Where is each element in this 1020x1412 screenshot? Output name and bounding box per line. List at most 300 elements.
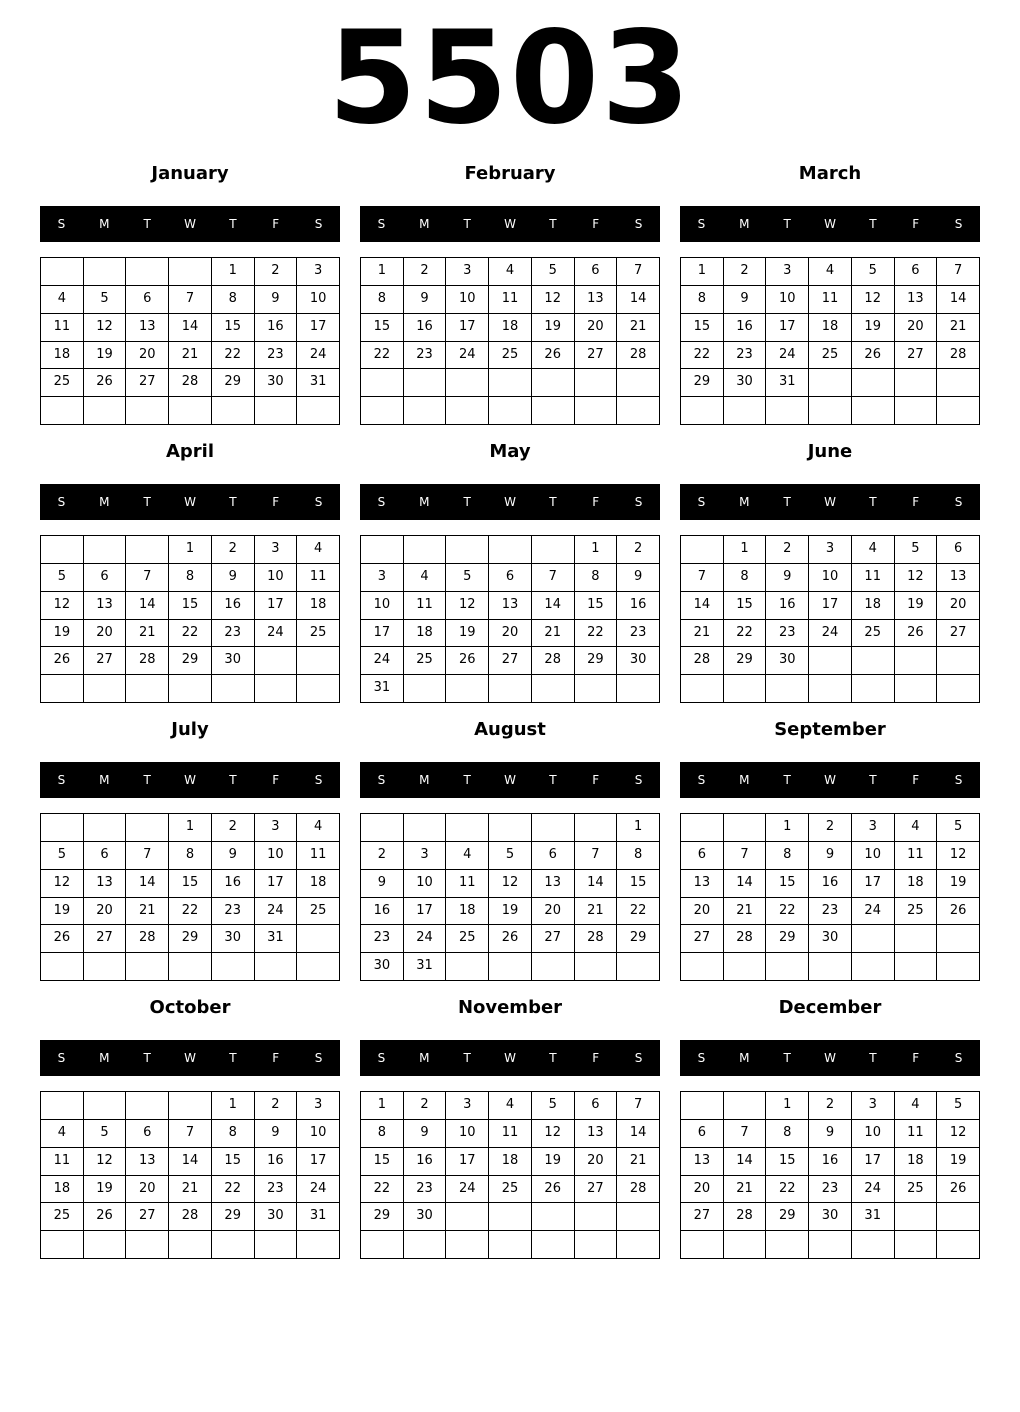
- day-cell: 20: [126, 342, 169, 370]
- weekday-label: W: [824, 217, 836, 231]
- month-name: February: [464, 163, 556, 184]
- empty-day-cell: [852, 1231, 895, 1259]
- empty-day-cell: [169, 953, 212, 981]
- day-cell: 28: [724, 1203, 767, 1231]
- day-cell: 11: [895, 842, 938, 870]
- day-cell: 26: [41, 647, 84, 675]
- weekday-label: F: [272, 495, 280, 509]
- day-cell: 13: [126, 314, 169, 342]
- day-cell: 17: [297, 1148, 340, 1176]
- empty-day-cell: [404, 369, 447, 397]
- day-cell: 6: [575, 1092, 618, 1120]
- empty-day-cell: [617, 369, 660, 397]
- weekday-header: [360, 206, 660, 242]
- day-cell: 13: [681, 1148, 724, 1176]
- day-cell: 19: [852, 314, 895, 342]
- empty-day-cell: [446, 1231, 489, 1259]
- day-cell: 27: [126, 369, 169, 397]
- day-cell: 1: [169, 536, 212, 564]
- day-cell: 18: [489, 314, 532, 342]
- day-cell: 30: [809, 1203, 852, 1231]
- day-cell: 15: [766, 870, 809, 898]
- weekday-label: W: [184, 495, 196, 509]
- weekday-label: W: [504, 773, 516, 787]
- weekday-label: S: [314, 495, 323, 509]
- empty-day-cell: [404, 675, 447, 703]
- day-cell: 7: [126, 842, 169, 870]
- empty-day-cell: [297, 675, 340, 703]
- day-cell: 14: [724, 1148, 767, 1176]
- empty-day-cell: [937, 953, 980, 981]
- day-cell: 3: [446, 258, 489, 286]
- day-cell: 28: [532, 647, 575, 675]
- empty-day-cell: [895, 953, 938, 981]
- day-cell: 4: [809, 258, 852, 286]
- day-cell: 18: [809, 314, 852, 342]
- empty-day-cell: [41, 675, 84, 703]
- weekday-label: M: [739, 495, 750, 509]
- day-cell: 15: [575, 592, 618, 620]
- empty-day-cell: [532, 1231, 575, 1259]
- day-cell: 15: [681, 314, 724, 342]
- empty-day-cell: [446, 1203, 489, 1231]
- day-cell: 9: [212, 564, 255, 592]
- day-cell: 23: [809, 1176, 852, 1204]
- day-cell: 3: [297, 258, 340, 286]
- day-cell: 27: [575, 342, 618, 370]
- empty-day-cell: [446, 369, 489, 397]
- empty-day-cell: [84, 258, 127, 286]
- day-cell: 6: [489, 564, 532, 592]
- day-cell: 21: [575, 898, 618, 926]
- day-cell: 1: [575, 536, 618, 564]
- day-cell: 2: [724, 258, 767, 286]
- day-cell: 23: [255, 1176, 298, 1204]
- day-cell: 25: [489, 342, 532, 370]
- day-cell: 9: [809, 842, 852, 870]
- empty-day-cell: [404, 1231, 447, 1259]
- day-cell: 30: [617, 647, 660, 675]
- empty-day-cell: [169, 675, 212, 703]
- day-cell: 10: [852, 1120, 895, 1148]
- weekday-label: T: [229, 217, 237, 231]
- day-cell: 30: [724, 369, 767, 397]
- day-cell: 26: [937, 1176, 980, 1204]
- weekday-label: F: [592, 773, 600, 787]
- day-cell: 19: [895, 592, 938, 620]
- day-cell: 16: [404, 1148, 447, 1176]
- day-cell: 13: [895, 286, 938, 314]
- weekday-label: M: [739, 1051, 750, 1065]
- empty-day-cell: [255, 953, 298, 981]
- day-cell: 29: [681, 369, 724, 397]
- weekday-label: T: [783, 495, 791, 509]
- weekday-label: S: [954, 1051, 963, 1065]
- day-cell: 12: [937, 842, 980, 870]
- day-cell: 21: [681, 620, 724, 648]
- empty-day-cell: [404, 397, 447, 425]
- day-cell: 7: [617, 1092, 660, 1120]
- day-cell: 13: [84, 870, 127, 898]
- month-name: August: [474, 719, 546, 740]
- weekday-label: T: [143, 1051, 151, 1065]
- empty-day-cell: [404, 536, 447, 564]
- day-cell: 14: [169, 314, 212, 342]
- day-grid: [360, 535, 660, 703]
- day-cell: 15: [169, 870, 212, 898]
- day-cell: 9: [766, 564, 809, 592]
- empty-day-cell: [724, 814, 767, 842]
- day-grid: [360, 257, 660, 425]
- day-cell: 7: [126, 564, 169, 592]
- day-cell: 8: [766, 1120, 809, 1148]
- day-cell: 8: [681, 286, 724, 314]
- weekday-label: T: [783, 217, 791, 231]
- day-cell: 10: [255, 842, 298, 870]
- weekday-header: [40, 762, 340, 798]
- empty-day-cell: [489, 369, 532, 397]
- weekday-label: W: [504, 217, 516, 231]
- weekday-label: F: [912, 1051, 920, 1065]
- empty-day-cell: [446, 536, 489, 564]
- day-cell: 9: [212, 842, 255, 870]
- empty-day-cell: [617, 953, 660, 981]
- day-cell: 4: [489, 1092, 532, 1120]
- weekday-label: T: [143, 773, 151, 787]
- empty-day-cell: [489, 1203, 532, 1231]
- day-cell: 29: [575, 647, 618, 675]
- day-cell: 25: [895, 898, 938, 926]
- day-cell: 25: [809, 342, 852, 370]
- day-cell: 30: [361, 953, 404, 981]
- day-cell: 9: [404, 1120, 447, 1148]
- weekday-label: S: [954, 773, 963, 787]
- month-name: July: [171, 719, 209, 740]
- empty-day-cell: [446, 814, 489, 842]
- empty-day-cell: [532, 675, 575, 703]
- day-cell: 25: [489, 1176, 532, 1204]
- empty-day-cell: [575, 397, 618, 425]
- day-cell: 29: [766, 1203, 809, 1231]
- empty-day-cell: [126, 953, 169, 981]
- day-cell: 29: [212, 369, 255, 397]
- weekday-label: T: [869, 495, 877, 509]
- day-cell: 21: [169, 1176, 212, 1204]
- day-cell: 10: [809, 564, 852, 592]
- day-cell: 20: [126, 1176, 169, 1204]
- day-cell: 21: [724, 898, 767, 926]
- day-cell: 13: [126, 1148, 169, 1176]
- day-cell: 18: [895, 870, 938, 898]
- day-cell: 20: [575, 1148, 618, 1176]
- day-cell: 5: [84, 1120, 127, 1148]
- day-cell: 25: [41, 1203, 84, 1231]
- empty-day-cell: [169, 258, 212, 286]
- empty-day-cell: [532, 1203, 575, 1231]
- day-cell: 8: [724, 564, 767, 592]
- day-cell: 7: [724, 842, 767, 870]
- day-cell: 21: [617, 314, 660, 342]
- empty-day-cell: [41, 397, 84, 425]
- weekday-label: T: [143, 495, 151, 509]
- day-cell: 19: [489, 898, 532, 926]
- empty-day-cell: [212, 675, 255, 703]
- day-grid: [680, 257, 980, 425]
- weekday-label: S: [634, 773, 643, 787]
- day-cell: 10: [297, 1120, 340, 1148]
- day-cell: 6: [681, 1120, 724, 1148]
- day-cell: 10: [297, 286, 340, 314]
- day-cell: 21: [617, 1148, 660, 1176]
- weekday-label: M: [99, 1051, 110, 1065]
- day-cell: 25: [297, 898, 340, 926]
- day-cell: 24: [766, 342, 809, 370]
- weekday-label: S: [377, 217, 386, 231]
- empty-day-cell: [575, 953, 618, 981]
- day-cell: 17: [852, 870, 895, 898]
- day-cell: 24: [297, 1176, 340, 1204]
- empty-day-cell: [766, 1231, 809, 1259]
- day-cell: 15: [169, 592, 212, 620]
- day-cell: 26: [489, 925, 532, 953]
- day-cell: 11: [489, 286, 532, 314]
- day-cell: 28: [169, 1203, 212, 1231]
- empty-day-cell: [852, 647, 895, 675]
- empty-day-cell: [937, 1231, 980, 1259]
- day-cell: 2: [255, 1092, 298, 1120]
- weekday-header: [680, 1040, 980, 1076]
- weekday-label: F: [592, 1051, 600, 1065]
- day-cell: 11: [489, 1120, 532, 1148]
- day-grid: [40, 813, 340, 981]
- day-cell: 12: [895, 564, 938, 592]
- day-cell: 29: [212, 1203, 255, 1231]
- weekday-label: S: [634, 495, 643, 509]
- month-name: May: [489, 441, 531, 462]
- day-cell: 30: [404, 1203, 447, 1231]
- day-cell: 25: [852, 620, 895, 648]
- empty-day-cell: [724, 1092, 767, 1120]
- weekday-label: S: [634, 217, 643, 231]
- day-cell: 12: [532, 286, 575, 314]
- weekday-label: T: [463, 217, 471, 231]
- weekday-label: S: [697, 495, 706, 509]
- day-cell: 19: [446, 620, 489, 648]
- empty-day-cell: [575, 1231, 618, 1259]
- day-cell: 28: [575, 925, 618, 953]
- weekday-label: S: [314, 217, 323, 231]
- day-cell: 10: [404, 870, 447, 898]
- day-cell: 29: [617, 925, 660, 953]
- weekday-label: S: [377, 1051, 386, 1065]
- day-cell: 29: [169, 647, 212, 675]
- weekday-label: T: [229, 1051, 237, 1065]
- empty-day-cell: [724, 1231, 767, 1259]
- day-cell: 8: [617, 842, 660, 870]
- day-cell: 10: [446, 1120, 489, 1148]
- weekday-header: [40, 206, 340, 242]
- empty-day-cell: [169, 1231, 212, 1259]
- day-cell: 5: [532, 258, 575, 286]
- weekday-label: T: [463, 773, 471, 787]
- day-cell: 13: [937, 564, 980, 592]
- day-cell: 8: [361, 286, 404, 314]
- weekday-label: F: [592, 217, 600, 231]
- day-cell: 9: [617, 564, 660, 592]
- empty-day-cell: [255, 397, 298, 425]
- empty-day-cell: [489, 814, 532, 842]
- empty-day-cell: [724, 675, 767, 703]
- empty-day-cell: [809, 1231, 852, 1259]
- day-cell: 23: [255, 342, 298, 370]
- year-title: 5503: [327, 4, 693, 153]
- weekday-label: M: [99, 217, 110, 231]
- empty-day-cell: [937, 647, 980, 675]
- empty-day-cell: [255, 647, 298, 675]
- day-cell: 31: [404, 953, 447, 981]
- day-cell: 9: [809, 1120, 852, 1148]
- empty-day-cell: [489, 675, 532, 703]
- weekday-label: S: [57, 1051, 66, 1065]
- weekday-header: [680, 484, 980, 520]
- day-cell: 5: [446, 564, 489, 592]
- day-cell: 5: [489, 842, 532, 870]
- weekday-label: T: [463, 1051, 471, 1065]
- empty-day-cell: [126, 814, 169, 842]
- day-cell: 24: [852, 1176, 895, 1204]
- empty-day-cell: [895, 1203, 938, 1231]
- empty-day-cell: [212, 397, 255, 425]
- empty-day-cell: [937, 1203, 980, 1231]
- day-cell: 2: [809, 1092, 852, 1120]
- empty-day-cell: [255, 675, 298, 703]
- weekday-label: S: [377, 495, 386, 509]
- weekday-label: M: [419, 1051, 430, 1065]
- empty-day-cell: [617, 397, 660, 425]
- day-cell: 16: [809, 1148, 852, 1176]
- day-cell: 5: [937, 1092, 980, 1120]
- day-cell: 22: [361, 342, 404, 370]
- day-cell: 11: [852, 564, 895, 592]
- month-name: December: [778, 997, 882, 1018]
- day-cell: 16: [617, 592, 660, 620]
- day-grid: [40, 535, 340, 703]
- empty-day-cell: [852, 675, 895, 703]
- day-cell: 18: [489, 1148, 532, 1176]
- empty-day-cell: [852, 369, 895, 397]
- day-cell: 13: [532, 870, 575, 898]
- day-cell: 22: [169, 620, 212, 648]
- day-cell: 17: [255, 870, 298, 898]
- day-cell: 9: [724, 286, 767, 314]
- day-cell: 11: [297, 564, 340, 592]
- weekday-label: F: [272, 1051, 280, 1065]
- weekday-header: [360, 1040, 660, 1076]
- day-cell: 16: [724, 314, 767, 342]
- empty-day-cell: [852, 953, 895, 981]
- day-cell: 29: [724, 647, 767, 675]
- day-cell: 19: [532, 314, 575, 342]
- empty-day-cell: [41, 1092, 84, 1120]
- weekday-header: [360, 484, 660, 520]
- day-cell: 31: [361, 675, 404, 703]
- weekday-label: M: [99, 773, 110, 787]
- day-cell: 2: [361, 842, 404, 870]
- day-cell: 28: [681, 647, 724, 675]
- weekday-label: M: [99, 495, 110, 509]
- empty-day-cell: [255, 1231, 298, 1259]
- empty-day-cell: [937, 397, 980, 425]
- day-cell: 8: [169, 842, 212, 870]
- day-grid: [360, 1091, 660, 1259]
- weekday-label: T: [463, 495, 471, 509]
- day-cell: 24: [297, 342, 340, 370]
- day-cell: 13: [681, 870, 724, 898]
- empty-day-cell: [766, 953, 809, 981]
- weekday-label: T: [549, 495, 557, 509]
- day-cell: 7: [617, 258, 660, 286]
- day-cell: 22: [169, 898, 212, 926]
- empty-day-cell: [766, 397, 809, 425]
- day-cell: 20: [84, 620, 127, 648]
- empty-day-cell: [41, 953, 84, 981]
- day-cell: 29: [766, 925, 809, 953]
- day-cell: 24: [446, 1176, 489, 1204]
- day-cell: 22: [724, 620, 767, 648]
- day-cell: 27: [895, 342, 938, 370]
- day-cell: 9: [361, 870, 404, 898]
- day-grid: [40, 257, 340, 425]
- day-cell: 23: [212, 620, 255, 648]
- empty-day-cell: [361, 397, 404, 425]
- empty-day-cell: [852, 925, 895, 953]
- day-cell: 15: [212, 1148, 255, 1176]
- day-cell: 20: [84, 898, 127, 926]
- weekday-label: T: [783, 773, 791, 787]
- day-cell: 3: [255, 536, 298, 564]
- empty-day-cell: [809, 675, 852, 703]
- day-cell: 22: [766, 1176, 809, 1204]
- day-cell: 21: [169, 342, 212, 370]
- day-cell: 3: [255, 814, 298, 842]
- empty-day-cell: [681, 397, 724, 425]
- day-cell: 3: [404, 842, 447, 870]
- empty-day-cell: [84, 953, 127, 981]
- day-cell: 13: [575, 286, 618, 314]
- empty-day-cell: [575, 369, 618, 397]
- weekday-label: W: [504, 495, 516, 509]
- day-cell: 1: [212, 258, 255, 286]
- weekday-label: W: [184, 1051, 196, 1065]
- day-cell: 8: [169, 564, 212, 592]
- day-cell: 31: [852, 1203, 895, 1231]
- weekday-label: T: [869, 217, 877, 231]
- empty-day-cell: [617, 1203, 660, 1231]
- weekday-label: S: [697, 217, 706, 231]
- day-cell: 28: [617, 1176, 660, 1204]
- day-cell: 7: [681, 564, 724, 592]
- empty-day-cell: [575, 814, 618, 842]
- day-cell: 17: [446, 1148, 489, 1176]
- weekday-label: F: [272, 217, 280, 231]
- day-cell: 25: [41, 369, 84, 397]
- empty-day-cell: [212, 1231, 255, 1259]
- day-cell: 22: [681, 342, 724, 370]
- day-cell: 22: [212, 1176, 255, 1204]
- day-cell: 25: [895, 1176, 938, 1204]
- month-name: June: [807, 441, 853, 462]
- empty-day-cell: [297, 925, 340, 953]
